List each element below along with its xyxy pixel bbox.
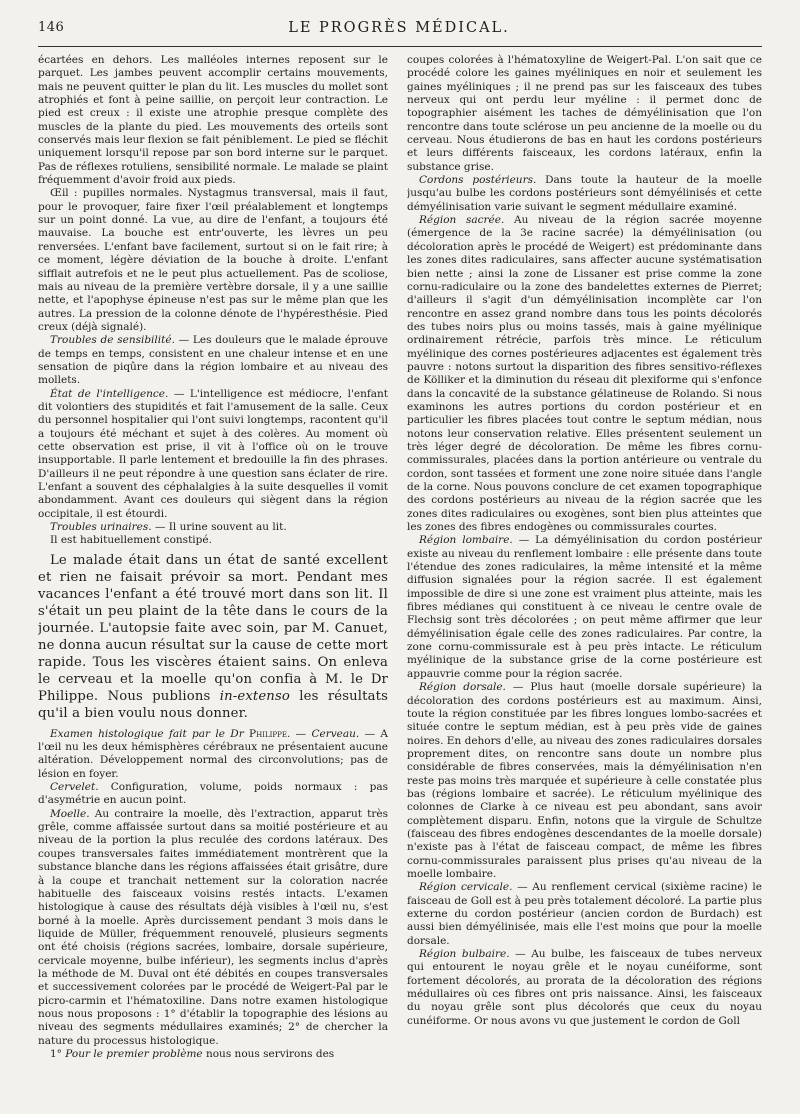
running-header — [38, 20, 760, 42]
text-in-extenso: in-extenso — [219, 688, 290, 704]
heading-posterior-cords: Cordons postérieurs. — [419, 174, 537, 187]
paragraph-lumbar-region — [407, 534, 762, 681]
text-death-pre: Le malade était dans un état de santé excellent et rien ne faisait prévoir sa mort. Pendant mes vacances l'enfant a été trouvé mort dans son lit. Il s'était un peu plaint de la tête dans le cours de la journée. L'autopsie faite avec soin, par M. Canuet, ne donna aucun résultat sur la cause de cette mort rapide. Tous les viscères étaient sains. On enleva le cerveau et la moelle qu'on confia à M. le Dr Philippe. Nous publions — [38, 552, 388, 704]
heading-spinal-cord: Moelle. — [50, 807, 90, 820]
page-number: 146 — [38, 20, 65, 35]
text-spinal-cord: Au contraire la moelle, dès l'extraction, apparut très grêle, comme affaissée surtout dans sa moitié postérieure et au niveau de la portion la plus reculée des cordons latéraux. Des coupes transversales faites immédiatement montrèrent que la substance blanche dans les régions affaissées était grisâtre, dure à la coupe et tranchait nettement sur la coloration nacrée habituelle des faisceaux voisins restés intacts. L'examen histologique à cause des résultats déjà visibles à l'œil nu, s'est borné à la moelle. Après durcissement pendant 3 mois dans le liquide de Müller, fréquemment renouvelé, plusieurs segments ont été choisis (régions sacrées, lombaire, dorsale supérieure, cervicale moyenne, bulbe inférieur), les segments inclus d'après la méthode de M. Duval ont été débités en coupes transversales et successivement colorées par le procédé de Weigert-Pal par le picro-carmin et l'hématoxiline. Dans notre examen histologique nous nous proposons : 1° d'établir la topographie des lésions au niveau des segments médullaires examinés; 2° de chercher la nature du processus histologique. — [38, 807, 388, 1047]
paragraph-leg-exam: écartées en dehors. Les malléoles internes reposent sur le parquet. Les jambes peuvent accomplir certains mouvements, mais ne peuvent quitter le plan du lit. Les muscles du mollet sont atrophiés et font à peine saillie, on perçoit leur contraction. Le pied est creux : il existe une atrophie presque complète des muscles de la plante du pied. Les mouvements des orteils sont conservés mais leur flexion se fait péniblement. Le pied se fléchit uniquement lorsqu'il repose par son bord interne sur le parquet. Pas de réflexes rotuliens, sensibilité normale. Le malade se plaint fréquemment d'avoir froid aux pieds. — [38, 54, 388, 187]
text-first-problem: nous nous servirons des — [202, 1047, 335, 1060]
paragraph-constipation: Il est habituellement constipé. — [50, 534, 212, 547]
text-urinary: — Il urine souvent au lit. — [151, 521, 287, 534]
heading-sensibility: Troubles de sensibilité. — [50, 334, 175, 347]
text-cervical-region: — Au renflement cervical (sixième racine) le faisceau de Goll est à peu près totalement décoloré. La partie plus externe du cordon postérieur (ancien cordon de Burdach) est aussi bien démyélinisée, mais elle l'est moins que pour la moelle dorsale. — [407, 881, 762, 947]
paragraph-sacral-region — [407, 214, 762, 534]
text-dorsal-region: — Plus haut (moelle dorsale supérieure) la décoloration des cordons postérieurs est au maximum. Ainsi, toute la région constituée par les fibres longues lombo-sacrées et située contre le septum médian, est à peu près vide de gaines noires. En dehors d'elle, au niveau des zones radiculaires dorsales proprement dites, on rencontre sans doute un nombre plus considérable de fibres conservées, mais la démyélinisation n'en reste pas moins très marquée et supérieure à celle constatée plus bas (régions lombaire et sacrée). Le réticulum myélinique des colonnes de Clarke à ce niveau est peu abondant, sans avoir complètement disparu. Enfin, notons que la virgule de Schultze (faisceau des fibres endogènes descendantes de la moelle dorsale) n'existe pas à l'état de faisceau compact, de même les fibres cornu-commissurales paraissent plus prises qu'au niveau de la moelle lombaire. — [407, 681, 762, 880]
heading-lumbar-region: Région lombaire. — [419, 534, 513, 547]
heading-cerebellum: Cervelet. — [50, 781, 99, 794]
text-lumbar-region: — La démyélinisation du cordon postérieur existe au niveau du renflement lombaire : elle présente dans toute l'étendue des zones radiculaires, la même intensité et la même diffusion signalées pour la région sacrée. Il est également impossible de dire si une zone est vraiment plus atteinte, mais les fibres médianes qui constituent à ce niveau le centre ovale de Flechsig sont très décolorées ; on peut même affirmer que leur démyélinisation égale celle des zones radiculaires. Par contre, la zone cornu-commissurale est à peu près intacte. Le réticulum myélinique de la substance grise de la corne postérieure est appauvrie comme pour la région sacrée. — [407, 534, 762, 680]
text-sensibility: — Les douleurs que le malade éprouve de temps en temps, consistent en une chaleur intense et en une sensation de piqûre dans la région lombaire et au niveau des mollets. — [38, 334, 388, 387]
paragraph-dorsal-region — [407, 681, 762, 881]
paragraph-urinary — [38, 521, 388, 534]
heading-first-problem: Pour le premier problème — [65, 1047, 203, 1060]
text-posterior-cords: Dans toute la hauteur de la moelle jusqu'au bulbe les cordons postérieurs sont démyélinisés et cette démyélinisation varie suivant le segment médullaire examiné. — [407, 174, 762, 213]
heading-histology: Examen histologique fait par le Dr — [50, 727, 250, 740]
author-name: Philippe — [249, 727, 287, 740]
text-intelligence: — L'intelligence est médiocre, l'enfant dit volontiers des stupidités et fait l'amusement de la salle. Ceux du personnel hospitalier qui l'ont suivi longtemps, racontent qu'il a toujours été méchant et sujet à des colères. Au moment où cette observation est prise, il vit à l'office où on le trouve insupportable. Il parle lentement et bredouille la fin des phrases. D'ailleurs il ne peut répondre à une question sans éclater de rire. L'enfant a souvent des céphalalgies à la suite desquelles il vomit abondamment. Avant ces douleurs qui siègent dans la région occipitale, il est étourdi. — [38, 387, 388, 520]
heading-dorsal-region: Région dorsale. — [419, 681, 506, 694]
paragraph-histology-exam — [38, 728, 388, 781]
heading-cervical-region: Région cervicale. — [419, 881, 513, 894]
heading-sacral-region: Région sacrée. — [419, 214, 505, 227]
heading-urinary: Troubles urinaires. — [50, 521, 152, 534]
left-column — [38, 54, 388, 1096]
paragraph-bulbar-region — [407, 948, 762, 1028]
paragraph-first-problem — [38, 1048, 388, 1061]
paragraph-spinal-cord — [38, 808, 388, 1048]
journal-title: LE PROGRÈS MÉDICAL. — [288, 20, 510, 36]
paragraph-intelligence — [38, 388, 388, 521]
text-death-post: les résultats qu'il a bien voulu nous donner. — [38, 688, 388, 721]
heading-bulbar-region: Région bulbaire. — [419, 948, 510, 961]
paragraph-cerebellum — [38, 781, 388, 808]
paragraph-posterior-cords — [407, 174, 762, 214]
text-brain: . — A l'œil nu les deux hémisphères cérébraux ne présentaient aucune altération. Développement normal des circonvolutions; pas de lésion en foyer. — [38, 727, 388, 780]
heading-intelligence: État de l'intelligence. — [50, 387, 169, 400]
text-bulbar-region: — Au bulbe, les faisceaux de tubes nerveux qui entourent le noyau grêle et le noyau cunéiforme, sont fortement décolorés, au prorata de la décoloration des régions médullaires où ces fibres ont pris naissance. Ainsi, les faisceaux du noyau grêle sont plus décolorés que ceux du noyau cunéiforme. Or nous avons vu que justement le cordon de Goll — [407, 948, 762, 1027]
text-number: 1° — [50, 1047, 66, 1060]
right-column — [407, 54, 762, 1096]
paragraph-cervical-region — [407, 881, 762, 948]
paragraph-death-autopsy — [38, 552, 388, 722]
paragraph-eye-exam: Œil : pupilles normales. Nystagmus transversal, mais il faut, pour le provoquer, faire fixer l'œil préalablement et longtemps sur un point donné. La vue, au dire de l'enfant, a toujours été mauvaise. La bouche est entr'ouverte, les lèvres un peu renversées. L'enfant bave facilement, surtout si on le fait rire; à ce moment, légère déviation de la bouche à droite. L'enfant sifflait autrefois et ne le peut plus actuellement. Pas de scoliose, mais au niveau de la première vertèbre dorsale, il y a une saillie nette, et l'apophyse épineuse n'est pas sur le même plan que les autres. La pression de la colonne dénote de l'hypéresthésie. Pied creux (déjà signalé). — [38, 187, 388, 333]
text-sacral-region: Au niveau de la région sacrée moyenne (émergence de la 3e racine sacrée) la démyélinisation (ou décoloration après le procédé de Weigert) est prédominante dans les zones dites radiculaires, sans affecter aucune systématisation bien nette ; ainsi la zone de Lissaner est prise comme la zone cornu-radiculaire ou la zone des bandelettes externes de Pierret; d'ailleurs il s'agit d'un démyélinisation incomplète car l'on rencontre en assez grand nombre dans tous les points décolorés des tubes noirs plus ou moins tassés, mais à gaine myélinique ordinairement rétrécie, parfois très mince. Le réticulum myélinique des cornes postérieures adjacentes est également très pauvre : notons surtout la disparition des fibres sensitivo-réflexes de Kölliker et la diminution du réseau dit plexiforme qui s'enfonce dans la concavité de la substance gélatineuse de Rolando. Si nous examinons les autres portions du cordon postérieur et en particulier les fibres placées tout contre le septum médian, nous notons leur conservation relative. Elles présentent seulement un très léger degré de décoloration. De même les fibres cornu-commissurales, placées dans la portion antérieure ou ventrale du cordon, sont tassées et forment une zone noire située dans l'angle de la corne. Nous pouvons conclure de cet examen topographique des cordons postérieurs au niveau de la région sacrée que les zones dites radiculaires ou exogènes, sont bien plus atteintes que les zones des fibres endogènes ou commissurales courtes. — [407, 214, 762, 534]
paragraph-sensibility — [38, 334, 388, 387]
paragraph-weigert-method: coupes colorées à l'hématoxyline de Weigert-Pal. L'on sait que ce procédé colore les gaines myéliniques en noir et seulement les gaines myéliniques ; il ne prend pas sur les faisceaux des tubes nerveux qui ont perdu leur myéline : il permet donc de topographier aisément les taches de démyélinisation que l'on rencontre dans toute sclérose un peu ancienne de la moelle ou du cerveau. Nous étudierons de bas en haut les cordons postérieurs et leurs différents faisceaux, les cordons latéraux, enfin la substance grise. — [407, 54, 762, 173]
header-rule — [38, 46, 762, 47]
text-cerebellum: Configuration, volume, poids normaux : pas d'asymétrie en aucun point. — [38, 781, 388, 807]
text-dash: . — — [286, 727, 312, 740]
heading-brain: Cerveau — [311, 727, 356, 740]
